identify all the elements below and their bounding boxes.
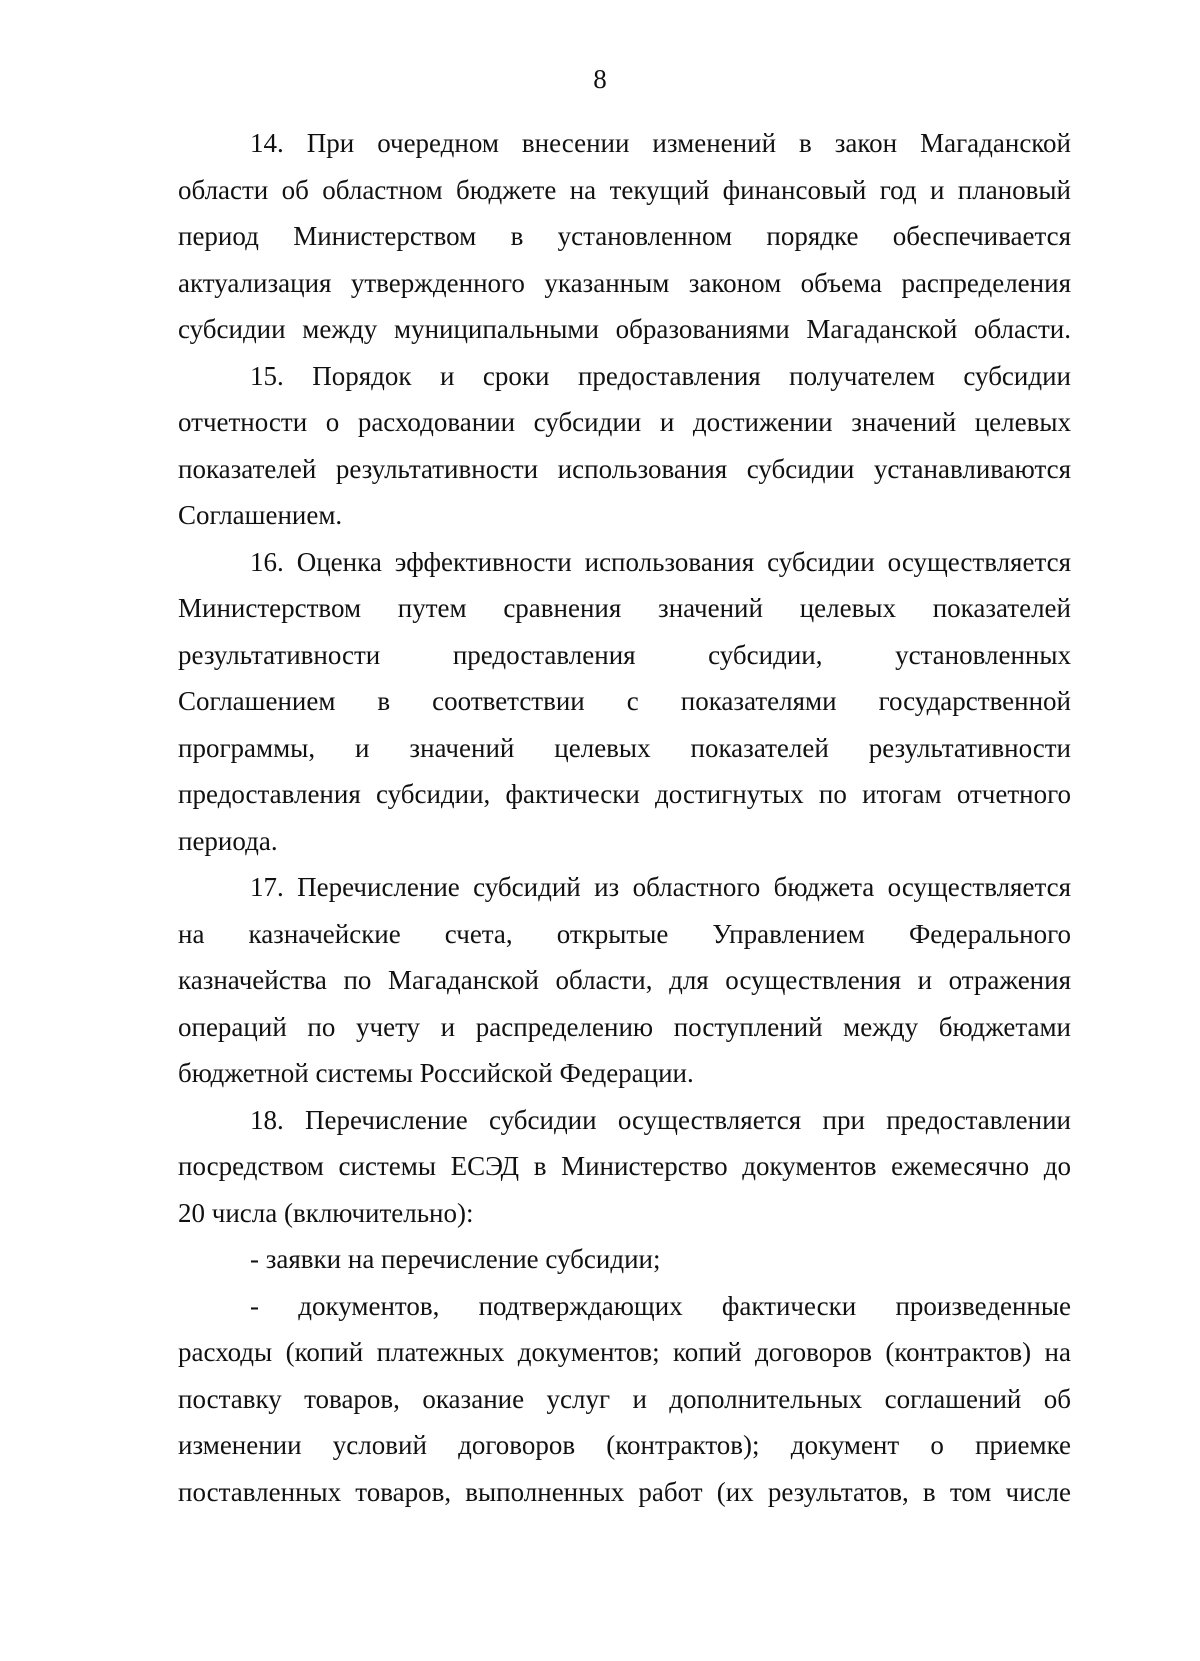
text-line: бюджетной системы Российской Федерации.	[178, 1058, 694, 1088]
text-line: Соглашением.	[178, 500, 343, 530]
text-line: программы, и значений целевых показателей результативности	[178, 732, 1071, 763]
list-item-requests	[178, 1236, 1071, 1283]
paragraph-18	[178, 1097, 1071, 1237]
text-line: 17. Перечисление субсидий из областного бюджета осуществляется	[250, 872, 1071, 902]
text-line: посредством системы ЕСЭД в Министерство документов ежемесячно до	[178, 1151, 1071, 1181]
list-item-documents	[178, 1283, 1071, 1516]
text-line: Соглашением в соответствии с показателями государственной	[178, 686, 1071, 716]
text-line: 18. Перечисление субсидии осуществляется при предоставлении	[250, 1104, 1071, 1135]
paragraph-14	[178, 120, 1071, 353]
text-line: актуализация утвержденного указанным законом объема распределения	[178, 267, 1071, 298]
text-line: отчетности о расходовании субсидии и достижении значений целевых	[178, 407, 1071, 437]
text-line: предоставления субсидии, фактически достигнутых по итогам отчетного	[178, 779, 1071, 809]
text-line: субсидии между муниципальными образованиями Магаданской области.	[178, 314, 1071, 344]
paragraph-15	[178, 353, 1071, 539]
paragraph-17	[178, 864, 1071, 1097]
text-line: период Министерством в установленном порядке обеспечивается	[178, 221, 1071, 251]
text-line: 20 числа (включительно):	[178, 1197, 474, 1228]
text-line: расходы (копий платежных документов; копий договоров (контрактов) на	[178, 1337, 1071, 1367]
text-line: поставку товаров, оказание услуг и дополнительных соглашений об	[178, 1383, 1071, 1414]
document-body	[178, 120, 1071, 1515]
text-line: поставленных товаров, выполненных работ (их результатов, в том числе	[178, 1476, 1071, 1507]
paragraph-16	[178, 539, 1071, 865]
text-line: операций по учету и распределению поступлений между бюджетами	[178, 1011, 1071, 1042]
text-line: 14. При очередном внесении изменений в закон Магаданской	[250, 128, 1071, 158]
text-line: казначейства по Магаданской области, для осуществления и отражения	[178, 965, 1071, 995]
text-line: - документов, подтверждающих фактически произведенные	[250, 1290, 1071, 1321]
text-line: 15. Порядок и сроки предоставления получателем субсидии	[250, 360, 1071, 391]
page-number: 8	[593, 64, 607, 94]
text-line: периода.	[178, 825, 278, 856]
text-line: 16. Оценка эффективности использования субсидии осуществляется	[250, 546, 1071, 577]
text-line: на казначейские счета, открытые Управлением Федерального	[178, 918, 1071, 949]
text-line: - заявки на перечисление субсидии;	[250, 1244, 661, 1274]
text-line: области об областном бюджете на текущий финансовый год и плановый	[178, 174, 1071, 205]
text-line: изменении условий договоров (контрактов); документ о приемке	[178, 1430, 1071, 1460]
text-line: показателей результативности использования субсидии устанавливаются	[178, 453, 1071, 484]
text-line: Министерством путем сравнения значений целевых показателей	[178, 593, 1071, 623]
text-line: результативности предоставления субсидии, установленных	[178, 639, 1071, 670]
